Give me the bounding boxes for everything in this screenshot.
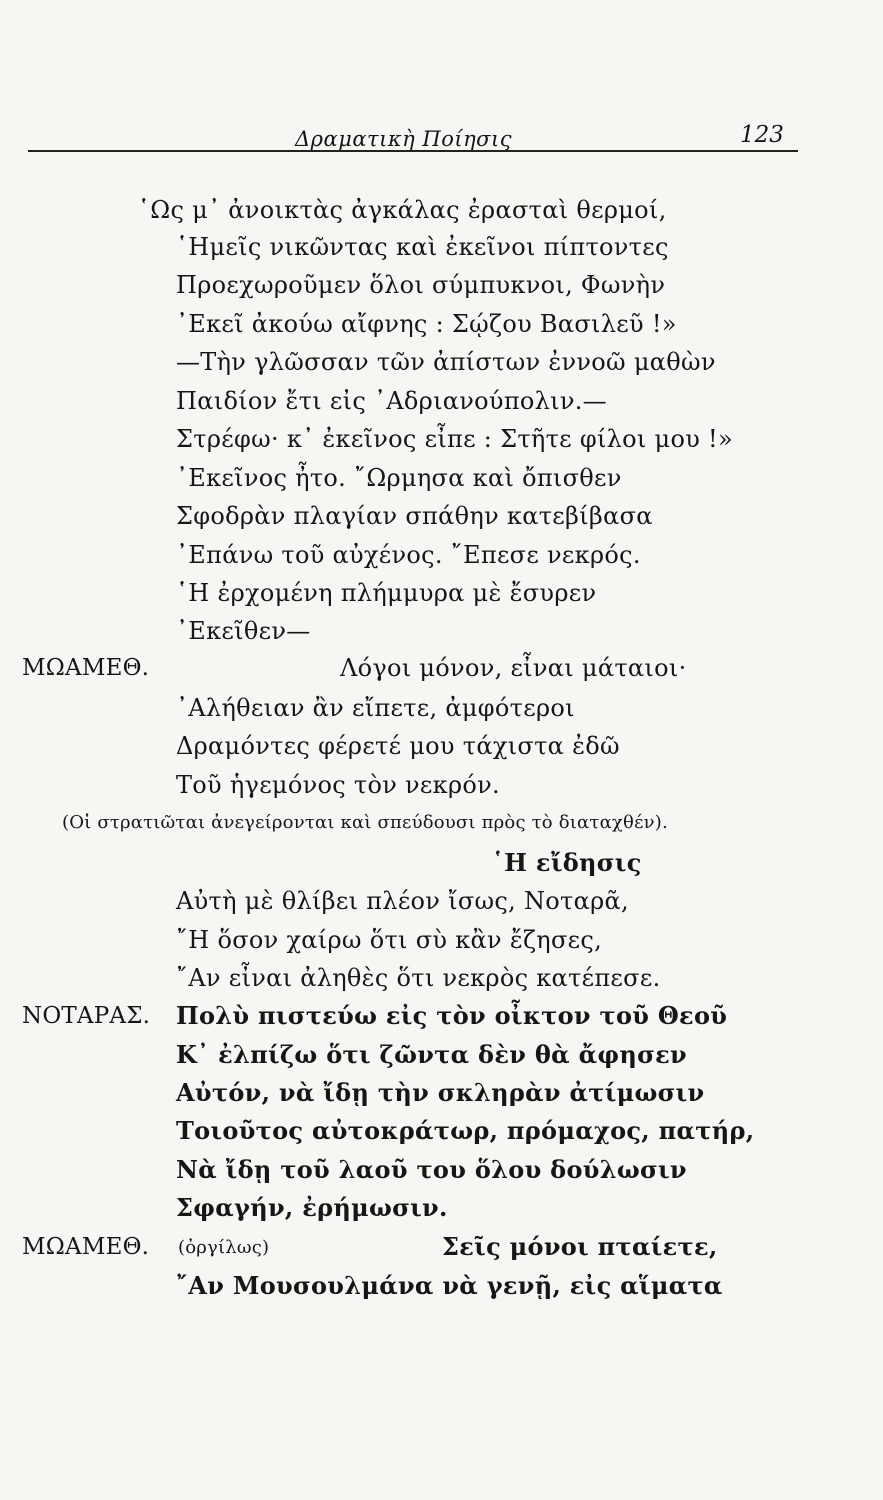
verse-line: Σφαγήν, ἐρήμωσιν. (176, 1193, 448, 1222)
speaker-name: ΝΟΤΑΡΑΣ. (22, 1003, 151, 1029)
speaker-name: ΜΩΑΜΕΘ. (22, 1234, 150, 1260)
verse-line: —Τὴν γλῶσσαν τῶν ἀπίστων ἐννοῶ μαθὼν (176, 348, 716, 376)
verse-line: Τοιοῦτος αὐτοκράτωρ, πρόμαχος, πατήρ, (176, 1116, 755, 1145)
verse-line: ῎Η ὅσον χαίρω ὅτι σὺ κἂν ἔζησες, (176, 926, 603, 954)
verse-line: Δραμόντες φέρετέ μου τάχιστα ἐδῶ (176, 732, 620, 760)
stage-direction: (ὀργίλως) (178, 1237, 270, 1258)
verse-line: Τοῦ ἡγεμόνος τὸν νεκρόν. (176, 771, 500, 799)
verse-line: Πολὺ πιστεύω εἰς τὸν οἶκτον τοῦ Θεοῦ (176, 1001, 728, 1030)
verse-line: Παιδίον ἔτι εἰς ᾽Αδριανούπολιν.— (176, 387, 607, 415)
header-rule (28, 150, 798, 152)
running-header-title: Δραματικὴ Ποίησις (295, 127, 513, 151)
verse-line: Σεῖς μόνοι πταίετε, (442, 1232, 718, 1261)
verse-line: ̔Ως μ᾽ ἀνοικτὰς ἀγκάλας ἐρασταὶ θερμοί, (150, 196, 667, 224)
verse-line: ᾽Εκεῖνος ἦτο. ῎Ωρμησα καὶ ὄπισθεν (176, 464, 622, 492)
verse-line: Αὐτόν, νὰ ἴδῃ τὴν σκληρὰν ἀτίμωσιν (176, 1078, 705, 1107)
stage-direction: (Οἱ στρατιῶται ἀνεγείρονται καὶ σπεύδουσι πρὸς τὸ διαταχθέν). (62, 812, 668, 833)
verse-line: ῎Αν εἶναι ἀληθὲς ὅτι νεκρὸς κατέπεσε. (176, 964, 661, 992)
verse-line: ῾Η ἐρχομένη πλήμμυρα μὲ ἔσυρεν (176, 579, 597, 607)
verse-line: ῾Η εἴδησις (492, 848, 642, 877)
verse-line: ᾽Εκεῖθεν— (176, 617, 311, 645)
verse-line: Στρέφω· κ᾽ ἐκεῖνος εἶπε : Στῆτε φίλοι μου !» (176, 425, 733, 453)
verse-line: Σφοδρὰν πλαγίαν σπάθην κατεβίβασα (176, 502, 653, 530)
verse-line: ῎Αν Μουσουλμάνα νὰ γενῇ, εἰς αἵματα (176, 1271, 723, 1300)
page-number: 123 (740, 122, 784, 148)
verse-line: Αὐτὴ μὲ θλίβει πλέον ἴσως, Νοταρᾶ, (176, 887, 629, 915)
verse-line: ᾽Αλήθειαν ἂν εἴπετε, ἀμφότεροι (176, 694, 575, 722)
verse-line: ᾽Εκεῖ ἀκούω αἴφνης : Σῴζου Βασιλεῦ !» (176, 310, 677, 338)
speaker-name: ΜΩΑΜΕΘ. (22, 655, 150, 681)
verse-line: Λόγοι μόνον, εἶναι μάταιοι· (340, 654, 687, 682)
verse-line: Νὰ ἴδῃ τοῦ λαοῦ του ὅλου δούλωσιν (176, 1155, 687, 1184)
verse-line: Προεχωροῦμεν ὅλοι σύμπυκνοι, Φωνὴν (176, 271, 666, 299)
verse-line: ῾Ημεῖς νικῶντας καὶ ἐκεῖνοι πίπτοντες (176, 233, 669, 261)
verse-line: Κ᾽ ἐλπίζω ὅτι ζῶντα δὲν θὰ ἄφησεν (176, 1040, 687, 1069)
verse-line: ᾽Επάνω τοῦ αὐχένος. ῎Επεσε νεκρός. (176, 541, 641, 569)
